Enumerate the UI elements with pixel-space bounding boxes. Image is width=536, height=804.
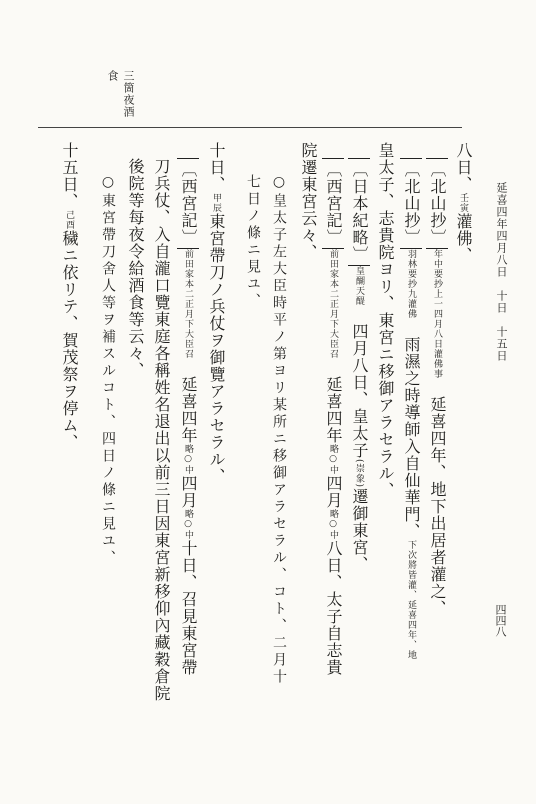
text-column (124, 158, 146, 758)
text-column (426, 158, 448, 758)
text-column (297, 142, 319, 742)
split-note (183, 329, 193, 359)
text-column (177, 158, 199, 758)
text-run: 穢ニ依リテ、賀茂祭ヲ停ム、 (60, 230, 79, 451)
text-column (348, 158, 370, 758)
split-note-line: 九灌佛 (406, 289, 416, 319)
text-run: 四月 (179, 475, 198, 509)
margin-note-line: 食 (106, 70, 119, 82)
split-note (328, 329, 338, 359)
text-column (205, 142, 227, 742)
inline-note: 略○中 (328, 444, 338, 475)
text-run: 十日、 (207, 142, 226, 193)
inline-note: 己酉 (64, 210, 74, 230)
inline-note: 甲辰 (211, 193, 221, 213)
split-note-line: 一四月 (432, 299, 442, 329)
split-note-line: 大臣召 (328, 329, 338, 359)
split-note-line: 八日灌佛事 (432, 329, 442, 379)
text-column (242, 174, 264, 774)
split-note-line: 皇醐 (354, 266, 364, 286)
text-column (268, 174, 290, 774)
text-run: 刀兵仗、入自瀧口覽東庭各稱姓名退出以前三日因東宮新移仰內藏穀倉院 (152, 158, 171, 702)
text-column (452, 142, 474, 742)
source-title: 〔北山抄〕 (400, 158, 422, 249)
text-column (400, 158, 422, 758)
text-run: 後院等每夜令給酒食等云々、 (126, 158, 145, 379)
text-run: 雨濕之時導師入自仙華門、 (402, 319, 421, 540)
inline-note: 略○中 (183, 509, 193, 540)
text-run: 十五日、 (60, 142, 79, 210)
margin-note (104, 70, 136, 125)
text-run: 延喜四年、地下出居者灌之、 (428, 379, 447, 617)
split-note (183, 249, 193, 329)
text-run: 延喜四年 (324, 359, 343, 444)
split-note-line: 大臣召 (183, 329, 193, 359)
split-note-line: 前田家本 (183, 249, 193, 289)
split-note-line: 天醍 (354, 286, 364, 306)
text-run: 四月八日、皇太子 (350, 306, 369, 459)
source-title: 〔日本紀略〕 (348, 158, 370, 266)
split-note (328, 249, 338, 329)
source-title: 〔西宮記〕 (177, 158, 199, 249)
split-note-line: 下次將皆灌、 (406, 540, 416, 600)
split-note (406, 540, 416, 660)
split-note (354, 266, 364, 306)
header-rule (38, 127, 462, 128)
text-run: 八日、 (454, 142, 473, 193)
inline-note: 壬寅 (458, 193, 468, 213)
text-column (58, 142, 80, 742)
split-note (432, 329, 442, 379)
split-note-line: 年中要抄上 (432, 249, 442, 299)
text-run: 十日、召見東宮帶 (179, 540, 198, 676)
margin-note-line: 三箇夜酒 (122, 70, 135, 118)
text-run: 延喜四年 (179, 359, 198, 444)
split-note-line: 羽林要抄 (406, 249, 416, 289)
text-column (150, 158, 172, 758)
text-run: 四月 (324, 475, 343, 509)
split-note-line: 前田家本 (328, 249, 338, 289)
inline-note: 略○中 (328, 509, 338, 540)
running-header: 延喜四年四月八日 十日 十五日 (495, 182, 508, 362)
source-title: 〔西宮記〕 (322, 158, 344, 249)
text-run: ○東宮帶刀舍人等ヲ補スルコト、四日ノ條ニ見ユ、 (100, 174, 116, 567)
text-run: 東宮帶刀ノ兵仗ヲ御覽アラセラル、 (207, 213, 226, 485)
text-run: 遷御東宮、 (350, 488, 369, 574)
text-column (322, 158, 344, 758)
text-run: ○皇太子左大臣時平ノ第ヨリ某所ニ移御アラセラル、コト、二月十 (271, 174, 287, 686)
text-run: 院遷東宮云々、 (299, 142, 318, 261)
text-run: 七日ノ條ニ見ユ、 (245, 174, 261, 310)
split-note (432, 249, 442, 329)
split-note-line: 延喜四年、地 (406, 600, 416, 660)
inline-note: (崇象) (354, 459, 364, 489)
text-run: 皇太子、志貴院ヨリ、東宮ニ移御アラセラル、 (376, 142, 395, 499)
text-column (97, 174, 119, 774)
source-title: 〔北山抄〕 (426, 158, 448, 249)
page-number: 四四八 (494, 604, 507, 637)
text-run: 八日、太子自志貴 (324, 540, 343, 676)
split-note (406, 249, 416, 319)
text-column (374, 142, 396, 742)
split-note-line: 二正月下 (328, 289, 338, 329)
split-note-line: 二正月下 (183, 289, 193, 329)
text-run: 灌佛、 (454, 213, 473, 264)
inline-note: 略○中 (183, 444, 193, 475)
